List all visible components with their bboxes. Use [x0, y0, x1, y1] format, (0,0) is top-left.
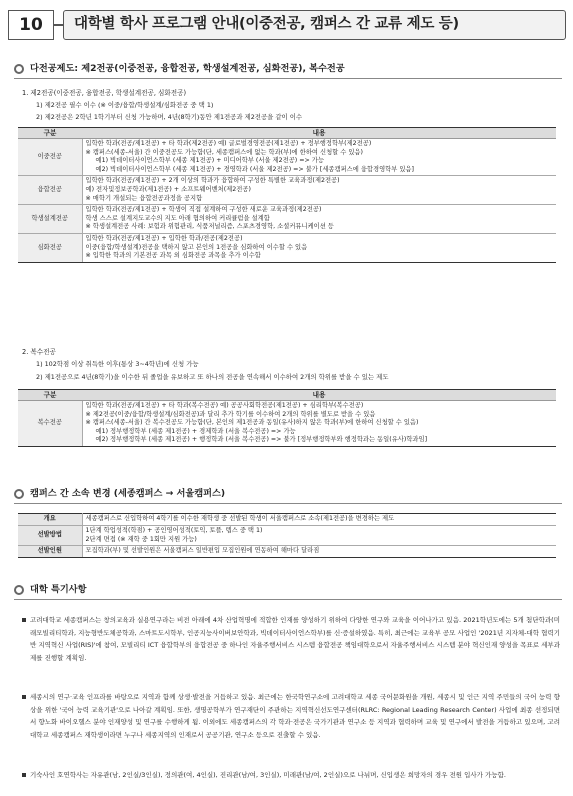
row-line: 입학한 학과(전공/제1전공) + 학생이 직접 설계하여 구성한 새로운 교육과정(제2전공): [85, 206, 322, 214]
second-major-table: [18, 127, 556, 263]
list-item-text: 세종시의 연구·교육 인프라를 바탕으로 지역과 함께 상생·발전을 거듭하고 있음. 최근에는 한국학연구소에 고려대학교 세종 국어문화원을 개원, 세종시 및 인근 지역 주민들의 국어 능력 향상을 위한 '국어 능력 교육기관'으로 나아갈 계획임. 또한, 생명공학부가 연구재단이 주관하는 지역혁신선도연구센터(RLRC: Regional Leading Research Center) 사업에 최종 선정되면서 향노화 바이오헬스 분야 인재양성 및 연구를 수행하게 됨. 이외에도 세종캠퍼스의 각 학과·전공은 국가기관과 연구소 등 지역과 협력하며 교육 및 연구에서 발전을 거듭하고 있으며, 고려대학교 세종캠퍼스 재학생이라면 누구나 세종지역의 인재로서 공공기관, 연구소 등으로 진출할 수 있음.: [30, 693, 560, 739]
row-line: 1단계 학업성적(학점) + 공인영어성적(토익, 토플, 텝스 중 택 1): [85, 527, 263, 534]
section-heading-campus-transfer: [14, 488, 225, 500]
table-header-category: 구분: [18, 128, 82, 139]
table-row: [18, 233, 556, 262]
row-line: 이중(융합/학생설계)전공을 택하지 않고 본인의 1전공을 심화하여 이수할 수 있음: [85, 243, 308, 251]
section-heading-text: 다전공제도: 제2전공(이중전공, 융합전공, 학생설계전공, 심화전공), 복수전공: [30, 63, 345, 74]
section-divider: [14, 503, 562, 504]
row-line: ※ 캠퍼스(세종-서울) 간 복수전공도 가능함(단, 본인의 제1전공과 동일(유사)하지 않은 학과(부)에 한하여 신청할 수 있음): [85, 419, 419, 427]
row-content: [82, 233, 556, 262]
section-heading-features: [14, 584, 86, 596]
row-line: ※ 캠퍼스(세종-서울) 간 이중전공도 가능함(단, 세종캠퍼스에 없는 학과(부)에 한하여 신청할 수 있음): [85, 148, 363, 156]
row-content: [82, 401, 556, 447]
row-label: 이중전공: [18, 139, 82, 176]
table-header-content: 내용: [82, 128, 556, 139]
paragraph-heading: 2. 복수전공: [22, 348, 56, 356]
row-content: [82, 176, 556, 205]
square-bullet-icon: [22, 773, 26, 777]
page-title: 대학별 학사 프로그램 안내(이중전공, 캠퍼스 간 교류 제도 등): [63, 10, 566, 40]
paragraph-line: 1) 102학점 이상 취득한 이후(통상 3~4학년)에 신청 가능: [36, 360, 199, 368]
row-line: 입학한 학과(전공/제1전공) + 타 학과(제2전공) 예) 글로벌경영전공(제1전공) + 정부행정학부(제2전공): [85, 140, 372, 147]
ring-bullet-icon: [14, 64, 24, 74]
row-content: [82, 514, 556, 526]
list-item-text: 고려대학교 세종캠퍼스는 창의교육과 실용연구라는 비전 아래에 4차 산업혁명에 적합한 인재를 양성하기 위하여 다양한 연구와 교육을 이어나가고 있음. 2021학년도에는 5개 첨단학과(미래모빌리티학과, 지능형반도체공학과, 스마트도시학부, 인공지능사이버보안학과, 빅데이터사이언스학부)를 신·증설하였음. 특히, 최근에는 교육부 공모 사업인 '2021년 지자체-대학 협력기반 지역혁신 사업(RIS)'에 참여, 모빌리티 ICT 융합학부의 융합전공 중 하나인 자율주행서비스 시스템 융합전공 책임대학으로서 자율주행서비스 시스템 분야 혁신인재 양성을 목표로 세부과제를 진행할 계획임.: [30, 616, 560, 662]
row-label: 복수전공: [18, 401, 82, 447]
row-line: 세종캠퍼스로 신입학하여 4학기를 이수한 재학생 중 선발된 학생이 서울캠퍼스로 소속(제1전공)을 변경하는 제도: [85, 515, 395, 523]
row-label: 학생설계전공: [18, 205, 82, 234]
table-row: [18, 176, 556, 205]
section-divider: [14, 599, 562, 600]
row-label: 심화전공: [18, 233, 82, 262]
row-line: 학생 스스로 설계지도교수의 지도 아래 협의하여 커리큘럼을 설계함: [85, 214, 270, 222]
section-number: 10: [8, 10, 54, 40]
row-content: [82, 139, 556, 176]
row-label: 선발방법: [18, 526, 82, 546]
list-item-text: 기숙사인 호연학사는 자유관(남, 2인실/3인실), 정의관(여, 4인실), 진리관(남/여, 3인실), 미래관(남/여, 2인실)으로 나뉘며, 신입생은 희망자의 경우 전원 입사가 가능함.: [30, 771, 506, 779]
table-row: [18, 546, 556, 558]
section-divider: [14, 78, 562, 79]
campus-transfer-table: [18, 513, 556, 558]
row-line: 예) 전자및정보공학과(제1전공) + 소프트웨어벤처(제2전공): [85, 185, 251, 193]
table-row: [18, 514, 556, 526]
row-line: 예2) 정부행정학부 (세종 제1전공) + 행정학과 (서울 복수전공) => 불가 [정부행정학부와 행정학과는 동일(유사)학과임]: [95, 436, 428, 444]
double-major-table: [18, 389, 556, 447]
square-bullet-icon: [22, 618, 26, 622]
row-label: 융합전공: [18, 176, 82, 205]
table-row: [18, 401, 556, 447]
row-label: 선발인원: [18, 546, 82, 558]
row-content: [82, 546, 556, 558]
paragraph-line: 2) 제2전공은 2학년 1학기부터 신청 가능하며, 4년(8학기)동안 제1전공과 제2전공을 같이 이수: [36, 113, 303, 121]
row-line: 예1) 정부행정학부 (세종 제1전공) + 경제학과 (서울 복수전공) => 가능: [95, 427, 296, 435]
row-line: ※ 학생설계전공 사례: 보험과 위험관리, 식품저널리즘, 스포츠경영학, 소셜커뮤니케이션 등: [85, 223, 334, 231]
row-line: 2단계 면접 (※ 재학 중 1회만 지원 가능): [85, 535, 197, 543]
ring-bullet-icon: [14, 585, 24, 595]
row-label: 개요: [18, 514, 82, 526]
row-line: 입학한 학과(전공/제1전공) + 입학한 학과/전공(제2전공): [85, 234, 243, 242]
section-heading-multi-major: [14, 63, 345, 75]
row-line: 예2) 빅데이터사이언스학부 (세종 제1전공) + 경영학과 (서울 제2전공) => 불가 [세종캠퍼스에 융합경영학부 있음]: [95, 165, 414, 173]
section-heading-text: 대학 특기사항: [30, 584, 87, 595]
table-row: [18, 139, 556, 176]
row-line: 입학한 학과(전공/제1전공) + 2개 이상의 학과가 융합하여 구성한 특별한 교육과정(제2전공): [85, 177, 340, 185]
row-line: 입학한 학과(전공/제1전공) + 타 학과(복수전공) 예) 공공사회학전공(제1전공) + 심리학부(복수전공): [85, 402, 364, 409]
paragraph-heading: 1. 제2전공(이중전공, 융합전공, 학생설계전공, 심화전공): [22, 89, 187, 97]
square-bullet-icon: [22, 695, 26, 699]
ring-bullet-icon: [14, 489, 24, 499]
table-header-category: 구분: [18, 390, 82, 401]
row-content: [82, 526, 556, 546]
row-line: ※ 제2전공(이중/융합/학생설계/심화전공)과 달리 추가 학기를 이수하여 2개의 학위를 별도로 받을 수 있음: [85, 410, 376, 418]
section-heading-text: 캠퍼스 간 소속 변경 (세종캠퍼스 → 서울캠퍼스): [30, 488, 226, 499]
table-row: [18, 205, 556, 234]
table-row: [18, 526, 556, 546]
paragraph-line: 2) 제1전공으로 4년(8학기)을 이수한 뒤 졸업을 유보하고 또 하나의 전공을 연속해서 이수하여 2개의 학위를 받을 수 있는 제도: [36, 373, 389, 381]
row-line: 모집학과(부) 및 선발인원은 서울캠퍼스 일반편입 모집인원에 연동하여 해마다 달라짐: [85, 547, 320, 555]
row-line: 예1) 빅데이터사이언스학부 (세종 제1전공) + 미디어학부 (서울 제2전공) => 가능: [95, 157, 324, 165]
page-header: [8, 10, 566, 40]
row-line: ※ 매학기 개설되는 융합전공과정을 공지함: [85, 194, 203, 202]
row-content: [82, 205, 556, 234]
paragraph-line: 1) 제2전공 필수 이수 (※ 이중/융합/학생설계/심화전공 중 택 1): [36, 101, 214, 109]
table-header-content: 내용: [82, 390, 556, 401]
row-line: ※ 입학한 학과의 기본전공 과목 외 심화전공 과목을 추가 이수함: [85, 252, 261, 260]
